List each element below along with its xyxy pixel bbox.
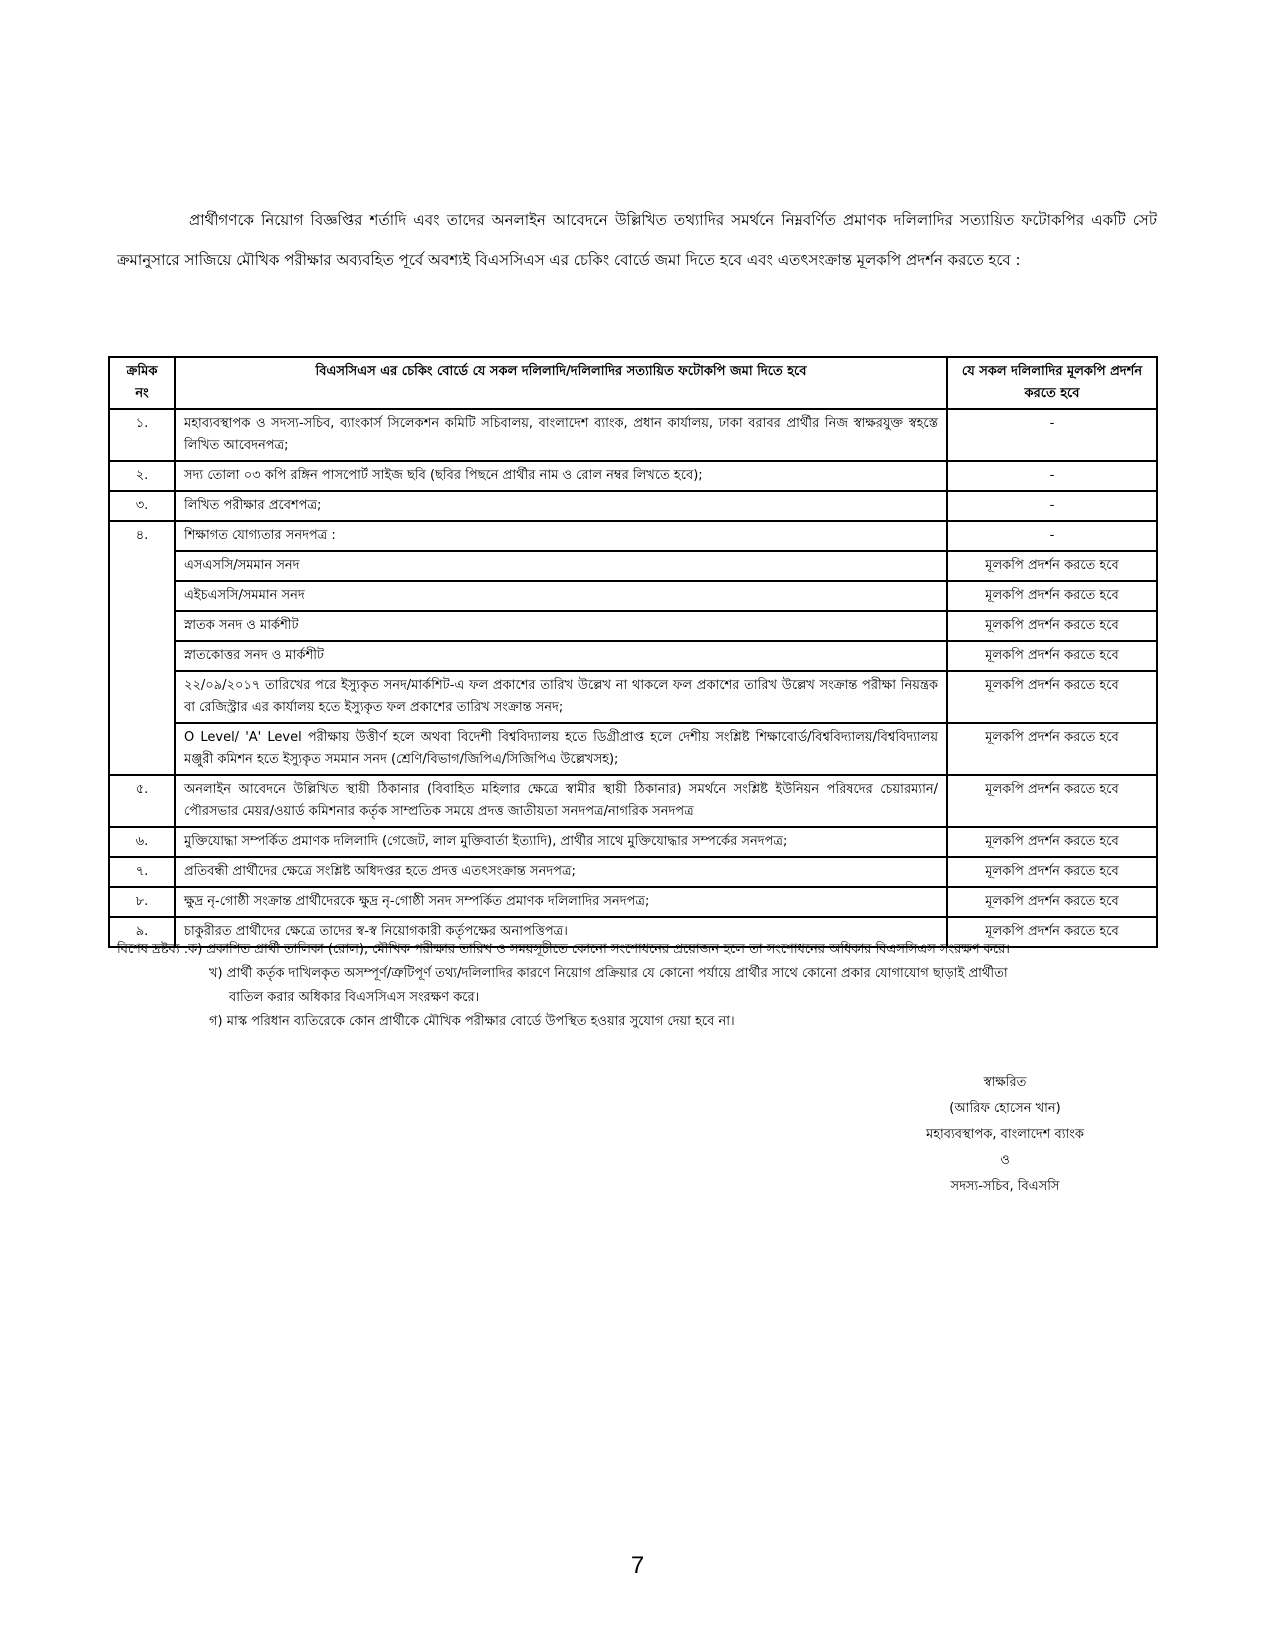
cell-serial: ২. bbox=[109, 461, 175, 491]
cell-original: মূলকপি প্রদর্শন করতে হবে bbox=[947, 827, 1157, 857]
cell-original: মূলকপি প্রদর্শন করতে হবে bbox=[947, 857, 1157, 887]
cell-original: মূলকপি প্রদর্শন করতে হবে bbox=[947, 671, 1157, 723]
header-documents: বিএসসিএস এর চেকিং বোর্ডে যে সকল দলিলাদি/দলিলাদির সত্যায়িত ফটোকপি জমা দিতে হবে bbox=[175, 357, 947, 409]
table-row bbox=[109, 775, 1157, 827]
header-serial: ক্রমিক নং bbox=[109, 357, 175, 409]
table-body bbox=[109, 409, 1157, 947]
cell-original: মূলকপি প্রদর্শন করতে হবে bbox=[947, 611, 1157, 641]
cell-document: চাকুরীরত প্রার্থীদের ক্ষেত্রে তাদের স্ব-স্ব নিয়োগকারী কর্তৃপক্ষের অনাপত্তিপত্র। bbox=[175, 917, 947, 947]
table-row bbox=[109, 461, 1157, 491]
cell-document: প্রতিবন্ধী প্রার্থীদের ক্ষেত্রে সংশ্লিষ্ট অধিদপ্তর হতে প্রদত্ত এতৎসংক্রান্ত সনদপত্র; bbox=[175, 857, 947, 887]
cell-original: মূলকপি প্রদর্শন করতে হবে bbox=[947, 551, 1157, 581]
cell-original: - bbox=[947, 461, 1157, 491]
signatory-and: ও bbox=[1000, 1153, 1010, 1168]
table-row bbox=[109, 641, 1157, 671]
cell-serial: ৩. bbox=[109, 491, 175, 521]
cell-original: মূলকপি প্রদর্শন করতে হবে bbox=[947, 641, 1157, 671]
table-row bbox=[109, 551, 1157, 581]
cell-document: ২২/০৯/২০১৭ তারিখের পরে ইস্যুকৃত সনদ/মার্কশিট-এ ফল প্রকাশের তারিখ উল্লেখ না থাকলে ফল প্রকাশের তারিখ উল্লেখ সংক্রান্ত পরীক্ষা নিয়ন্ত্রক বা রেজিস্ট্রার এর কার্যালয় হতে ইস্যুকৃত ফল প্রকাশের তারিখ সংক্রান্ত সনদ; bbox=[175, 671, 947, 723]
table-row bbox=[109, 409, 1157, 461]
cell-original: - bbox=[947, 409, 1157, 461]
cell-original: - bbox=[947, 491, 1157, 521]
page-number: 7 bbox=[630, 1552, 645, 1579]
cell-document: স্নাতকোত্তর সনদ ও মার্কশীট bbox=[175, 641, 947, 671]
cell-serial: ৮. bbox=[109, 887, 175, 917]
cell-document: মহাব্যবস্থাপক ও সদস্য-সচিব, ব্যাংকার্স সিলেকশন কমিটি সচিবালয়, বাংলাদেশ ব্যাংক, প্রধান কার্যালয়, ঢাকা বরাবর প্রার্থীর নিজ স্বাক্ষরযুক্ত স্বহস্তে লিখিত আবেদনপত্র; bbox=[175, 409, 947, 461]
cell-serial: ৬. bbox=[109, 827, 175, 857]
cell-document: ক্ষুদ্র নৃ-গোষ্ঠী সংক্রান্ত প্রার্থীদেরকে ক্ষুদ্র নৃ-গোষ্ঠী সনদ সম্পর্কিত প্রমাণক দলিলাদির সনদপত্র; bbox=[175, 887, 947, 917]
table-row bbox=[109, 857, 1157, 887]
cell-document: O Level/ 'A' Level পরীক্ষায় উত্তীর্ণ হলে অথবা বিদেশী বিশ্ববিদ্যালয় হতে ডিগ্রীপ্রাপ্ত হলে দেশীয় সংশ্লিষ্ট শিক্ষাবোর্ড/বিশ্ববিদ্যালয়/বিশ্ববিদ্যালয় মঞ্জুরী কমিশন হতে ইস্যুকৃত সমমান সনদ (শ্রেণি/বিভাগ/জিপিএ/সিজিপিএ উল্লেখসহ); bbox=[175, 723, 947, 775]
cell-original: মূলকপি প্রদর্শন করতে হবে bbox=[947, 723, 1157, 775]
note-a-row bbox=[117, 938, 1167, 962]
header-original: যে সকল দলিলাদির মূলকপি প্রদর্শন করতে হবে bbox=[947, 357, 1157, 409]
signatory-designation-1: মহাব্যবস্থাপক, বাংলাদেশ ব্যাংক bbox=[925, 1127, 1085, 1142]
cell-original: - bbox=[947, 521, 1157, 551]
cell-document: মুক্তিযোদ্ধা সম্পর্কিত প্রমাণক দলিলাদি (গেজেট, লাল মুক্তিবার্তা ইত্যাদি), প্রার্থীর সাথে মুক্তিযোদ্ধার সম্পর্কের সনদপত্র; bbox=[175, 827, 947, 857]
table-row bbox=[109, 671, 1157, 723]
note-c: গ) মাস্ক পরিধান ব্যতিরেকে কোন প্রার্থীকে মৌখিক পরীক্ষার বোর্ডে উপস্থিত হওয়ার সুযোগ দেয়া হবে না। bbox=[209, 1014, 735, 1029]
cell-serial: ৪. bbox=[109, 521, 175, 775]
special-notes bbox=[117, 938, 1167, 1034]
signature-block bbox=[880, 1070, 1130, 1200]
cell-original: মূলকপি প্রদর্শন করতে হবে bbox=[947, 581, 1157, 611]
cell-document: এসএসসি/সমমান সনদ bbox=[175, 551, 947, 581]
cell-document: এইচএসসি/সমমান সনদ bbox=[175, 581, 947, 611]
cell-document: লিখিত পরীক্ষার প্রবেশপত্র; bbox=[175, 491, 947, 521]
table-row bbox=[109, 581, 1157, 611]
note-b-line2: বাতিল করার অধিকার বিএসসিএস সংরক্ষণ করে। bbox=[229, 990, 480, 1005]
cell-serial: ৭. bbox=[109, 857, 175, 887]
table-row bbox=[109, 887, 1157, 917]
signatory-name: (আরিফ হোসেন খান) bbox=[949, 1101, 1061, 1116]
table-row bbox=[109, 611, 1157, 641]
signed-label: স্বাক্ষরিত bbox=[983, 1075, 1027, 1090]
documents-table bbox=[108, 356, 1158, 948]
intro-text: প্রার্থীগণকে নিয়োগ বিজ্ঞপ্তির শর্তাদি এবং তাদের অনলাইন আবেদনে উল্লিখিত তথ্যাদির সমর্থনে নিম্নবর্ণিত প্রমাণক দলিলাদির সত্যায়িত ফটোকপির একটি সেট ক্রমানুসারে সাজিয়ে মৌখিক পরীক্ষার অব্যবহিত পূর্বে অবশ্যই বিএসসিএস এর চেকিং বোর্ডে জমা দিতে হবে এবং এতৎসংক্রান্ত মূলকপি প্রদর্শন করতে হবে : bbox=[117, 211, 1157, 269]
table-row bbox=[109, 723, 1157, 775]
table-row bbox=[109, 827, 1157, 857]
cell-serial: ৯. bbox=[109, 917, 175, 947]
cell-original: মূলকপি প্রদর্শন করতে হবে bbox=[947, 917, 1157, 947]
cell-original: মূলকপি প্রদর্শন করতে হবে bbox=[947, 887, 1157, 917]
note-b-line1: খ) প্রার্থী কর্তৃক দাখিলকৃত অসম্পূর্ণ/ত্রুটিপূর্ণ তথ্য/দলিলাদির কারণে নিয়োগ প্রক্রিয়ার যে কোনো পর্যায়ে প্রার্থীর সাথে কোনো প্রকার যোগাযোগ ছাড়াই প্রার্থীতা bbox=[209, 966, 1008, 981]
cell-serial: ১. bbox=[109, 409, 175, 461]
table-row bbox=[109, 521, 1157, 551]
cell-document: শিক্ষাগত যোগ্যতার সনদপত্র : bbox=[175, 521, 947, 551]
cell-original: মূলকপি প্রদর্শন করতে হবে bbox=[947, 775, 1157, 827]
note-a: ক) প্রকাশিত প্রার্থী তালিকা (রোল), মৌখিক পরীক্ষার তারিখ ও সময়সূচীতে কোনো সংশোধনের প্রয়োজন হলে তা সংশোধনের অধিকার বিএসসিএস সংরক্ষণ করে। bbox=[188, 942, 1010, 957]
intro-paragraph bbox=[117, 200, 1157, 280]
cell-serial: ৫. bbox=[109, 775, 175, 827]
cell-document: অনলাইন আবেদনে উল্লিখিত স্থায়ী ঠিকানার (বিবাহিত মহিলার ক্ষেত্রে স্বামীর স্থায়ী ঠিকানার) সমর্থনে সংশ্লিষ্ট ইউনিয়ন পরিষদের চেয়ারম্যান/পৌরসভার মেয়র/ওয়ার্ড কমিশনার কর্তৃক সাম্প্রতিক সময়ে প্রদত্ত জাতীয়তা সনদপত্র/নাগরিক সনদপত্র bbox=[175, 775, 947, 827]
cell-document: সদ্য তোলা ০৩ কপি রঙ্গিন পাসপোর্ট সাইজ ছবি (ছবির পিছনে প্রার্থীর নাম ও রোল নম্বর লিখতে হবে); bbox=[175, 461, 947, 491]
signatory-designation-2: সদস্য-সচিব, বিএসসি bbox=[950, 1179, 1060, 1194]
cell-document: স্নাতক সনদ ও মার্কশীট bbox=[175, 611, 947, 641]
table-header-row bbox=[109, 357, 1157, 409]
notes-lead: বিশেষ দ্রষ্টব্য : bbox=[117, 942, 189, 957]
table-row bbox=[109, 491, 1157, 521]
